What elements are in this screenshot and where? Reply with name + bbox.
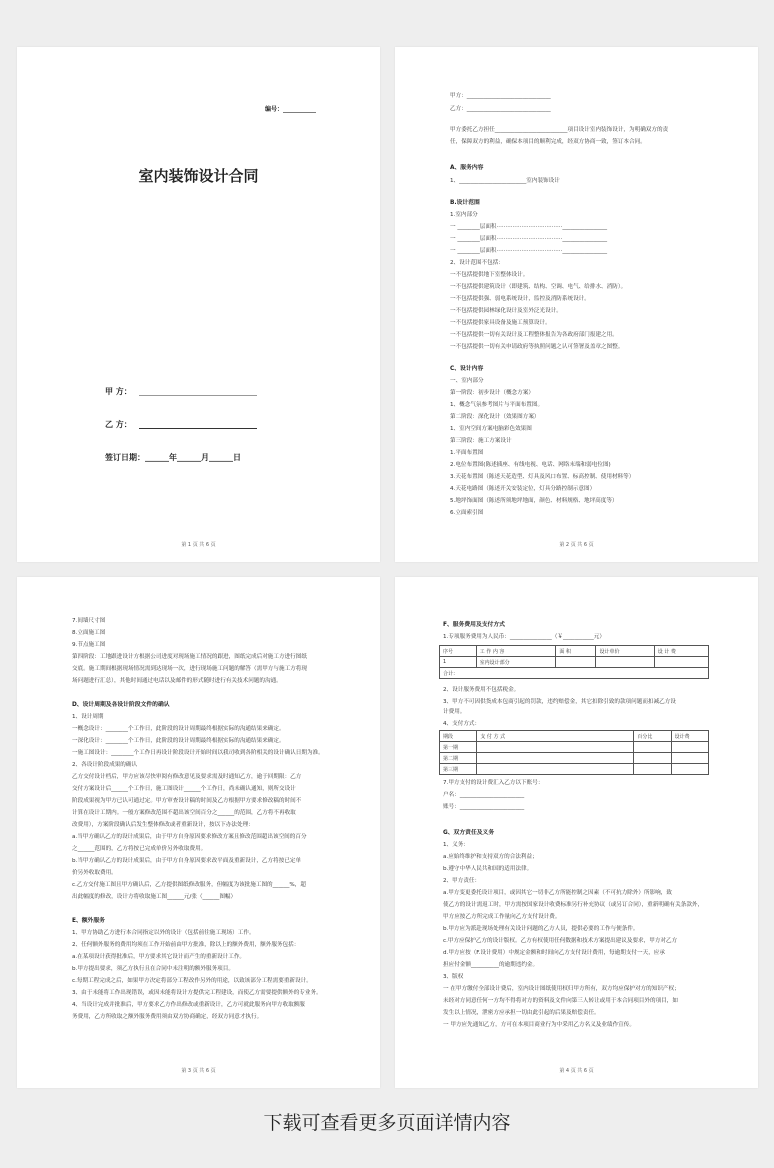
text-line: 7.间墙尺寸图 [72, 618, 106, 624]
sign-date: 签订日期：______年______月______日 [105, 453, 241, 462]
text-line: 3.天花布置图（陈述天花造型、灯具及风口布置、标高控制、使用材料等） [450, 474, 635, 480]
table-cell: 第三期 [440, 764, 477, 775]
text-line: 场问题进行汇总），其他时间通过电话以及邮件的形式随时进行有关技术问题的沟通。 [72, 678, 282, 684]
text-line: 甲方应按乙方所完成工作量向乙方支付设计费。 [443, 914, 561, 920]
text-line: 2.电位布置图(陈述插座、有线电视、电话、网络末端和弱电位图) [450, 462, 611, 468]
section-heading: E、额外服务 [72, 918, 105, 924]
fee-line: 1.专项服务费用为人民币：_______________（￥___________元） [443, 634, 605, 640]
section-heading: D、设计周期及各设计阶段文件的确认 [72, 702, 170, 708]
table-row [440, 657, 709, 668]
text-line: 一 ________层面积·····································________________ [450, 224, 608, 230]
text-line: 3、版权 [443, 974, 464, 980]
text-line: 一不包括提供建筑设计（即建筑、结构、空调、电气、给排水、消防）。 [450, 284, 627, 290]
table-row [440, 764, 709, 775]
party-a-line [139, 395, 257, 396]
text-line: 1、设计周期 [72, 714, 104, 720]
text-line: 交付方案设计后______个工作日，施工图设计______个工作日，尚未确认通知，则所交设计 [72, 786, 296, 792]
text-line: 乙方：______________________________ [450, 106, 551, 112]
table-cell: 合计： [440, 668, 709, 679]
table-cell: 1 [440, 657, 477, 668]
section-heading: C、设计内容 [450, 366, 484, 372]
text-line: 阶段成果视为甲方已认可通过定。甲方审查设计稿的时间及乙方根据甲方要求修改稿的时间不 [72, 798, 302, 804]
text-line: 第一阶段：初步设计（概念方案） [450, 390, 534, 396]
text-line: 4.天花电路图（陈述开关安装定位，灯具分路控制示意图） [450, 486, 596, 492]
text-line: 2、任何额外服务的费用均须在工作开始前由甲方批准，除以上的额外费用，额外服务包括： [72, 942, 300, 948]
page-footer: 第 4 页 共 6 页 [559, 1068, 594, 1074]
text-line: 交底。施工期间根据现场情况需到达现场一次，进行现场施工问题的解答（需甲方与施工方将现 [72, 666, 307, 672]
table-header: 工 作 内 容 [476, 646, 556, 657]
text-line: 1.平面布置图 [450, 450, 484, 456]
text-line: b.当甲方确认乙方的设计成果后，由于甲方自身原因要求改平面及重新设计，乙方将按已定单 [72, 858, 302, 864]
contract-page-1 [17, 47, 380, 562]
text-line: 之______范围的，乙方将按已完成单价另外收取费用。 [72, 846, 207, 852]
text-line: a.当甲方确认乙方的设计成果后，由于甲方自身原因要求修改方案且修改范围超出该空间的百分 [72, 834, 307, 840]
section-heading: F、服务费用及支付方式 [443, 622, 505, 628]
table-header: 设 计 费 [654, 646, 708, 657]
section-heading: G、双方责任及义务 [443, 830, 495, 836]
text-line: a.甲方变更委托设计项目，或因其它一切非乙方所能控制之因素（不可抗力除外）所影响，致 [443, 890, 672, 896]
contract-number: 编号：___________ [265, 106, 317, 113]
text-line: 一 ________层面积·····································________________ [450, 236, 608, 242]
page-footer: 第 1 页 共 6 页 [181, 542, 216, 548]
text-line: b.甲方应为派赴现场处理有关设计问题的乙方人员，提供必要的工作与便条件。 [443, 926, 639, 932]
text-line: 1、室内空间方案电脑彩色效果图 [450, 426, 532, 432]
page-footer: 第 2 页 共 6 页 [559, 542, 594, 548]
table-header: 设计费 [671, 731, 708, 742]
section-heading: A、服务内容 [450, 165, 484, 171]
text-line: c.甲方应保护乙方的设计版权。乙方有权使用任何数据和技术方案提出建议及要求，甲方对乙方 [443, 938, 678, 944]
text-line: 1、义务： [443, 842, 469, 848]
table-cell [596, 657, 654, 668]
text-line: c.每期工程完成之后，如果甲方决定将部分工程改作另外的用途，以致该部分工程需要重新设计。 [72, 978, 312, 984]
text-line: 一概念设计：________个工作日，此阶段的设计周期最终根据实际的沟通结果来确定。 [72, 726, 285, 732]
text-line: 第四阶段：工地跟进设计方根据公司进度对现场施工情况的跟进，图纸完成后对施工方进行图纸 [72, 654, 307, 660]
table-cell: 第一期 [440, 742, 477, 753]
text-line: 户名：_______________________ [443, 792, 525, 798]
text-line: 任，保障双方的利益，确保本项目的顺利完成，经双方协商一致，签订本合同。 [450, 139, 646, 145]
table-row [440, 742, 709, 753]
text-line: 计费用。 [443, 709, 466, 715]
contract-title: 室内装饰设计合同 [138, 167, 259, 185]
text-line: 乙方交付设计档后，甲方应该尽快审阅有修改意见及要求需及时通知乙方，逾于回期限：乙方 [72, 774, 302, 780]
text-line: 2、甲方责任： [443, 878, 481, 884]
text-line: 一不包括提供家具设备及施工预算设计。 [450, 320, 551, 326]
section-heading: B.设计范围 [450, 200, 480, 206]
text-line: 一 在甲方缴付全部设计费后，室内设计图纸使用权归甲方所有，双方均应保护对方的知识产权； [443, 986, 680, 992]
text-line: 8.立面施工图 [72, 630, 106, 636]
party-b-label: 乙 方： [105, 420, 132, 429]
text-line: 2、各设计阶段成果的确认 [72, 762, 138, 768]
text-line: d.甲方应按（F.设计费用）中规定金额和时间向乙方支付设计费用，每逾期支付一天，应承 [443, 950, 665, 956]
text-line: 出此幅度的修改，设计方将收取施工图______元/张（______图幅） [72, 894, 237, 900]
text-line: a.在某项设计获得批准后，甲方要求其它设计而产生的重新设计工作。 [72, 954, 246, 960]
table-header: 支 付 方 式 [477, 731, 634, 742]
table-header: 设计单价 [596, 646, 654, 657]
text-line: 第二阶段：深化设计（效果图方案） [450, 414, 540, 420]
table-total-row [440, 668, 709, 679]
text-line: 甲方：______________________________ [450, 93, 551, 99]
text-line: 7.甲方支付的设计费汇入乙方以下账号： [443, 780, 544, 786]
text-line: 一不包括提供地下室整体设计。 [450, 272, 529, 278]
party-b-line [139, 428, 257, 429]
text-line: 发生以上情况，泄密方应承担一切由此引起的后果及赔偿责任。 [443, 1010, 600, 1016]
table-cell: 室内设计部分 [476, 657, 556, 668]
party-a-label: 甲 方： [105, 387, 132, 396]
text-line: 一 甲方应先通知乙方，方可在本项目商业行为中采用乙方名义及业绩作宣传。 [443, 1022, 635, 1028]
text-line: 1、________________________室内装饰设计 [450, 178, 560, 184]
contract-page-2 [395, 47, 758, 562]
text-line: 5.地坪饰面图（陈述所须地坪地面，颜色、材料规格、地坪高度等） [450, 498, 618, 504]
text-line: 担应付金额__________的逾期违约金。 [443, 962, 539, 968]
contract-page-4 [395, 577, 758, 1088]
text-line: 3、甲方不可因供货成本包商引起的罚款，违约赔偿金，其它扣除引致的款项问题而扣减乙方设 [443, 699, 676, 705]
text-line: 2、设计服务费用不包括税金。 [443, 687, 520, 693]
text-line: b.遵守中华人民共和国的适用法律。 [443, 866, 533, 872]
text-line: 一施工图设计：________个工作日再设计阶段设计开始时间以我司收到各阶相关的设计确认日期为准。 [72, 750, 324, 756]
text-line: 1、概念气氛参考图片与平面布置图。 [450, 402, 544, 408]
fee-table [439, 645, 709, 679]
text-line: 账号：_______________________ [443, 804, 525, 810]
table-cell: 第二期 [440, 753, 477, 764]
download-caption[interactable]: 下载可查看更多页面详情内容 [263, 1112, 511, 1134]
table-header: 期段 [440, 731, 477, 742]
text-line: 1、甲方协助乙方进行本合同指定以外的设计（包括前往施工现场）工作。 [72, 930, 255, 936]
contract-page-3 [17, 577, 380, 1088]
page-footer: 第 3 页 共 6 页 [181, 1068, 216, 1074]
text-line: a.应始终维护和支持双方的合法利益； [443, 854, 538, 860]
text-line: 改费用），方案阶段确认后发生整体修改或者重新设计，按以下办法处理： [72, 822, 254, 828]
text-line: 未经对方同意任何一方均不得将对方的资料及文件向第三人转让或用于本合同项目外的项目，如 [443, 998, 678, 1004]
text-line: 3、由于未能将工作出现错误，或因未能将设计方提供完工程建设，而使乙方需要提供额外的专业务。 [72, 990, 322, 996]
text-line: 甲方委托乙方担任__________________________项目设计室内装饰设计，为明确双方的责 [450, 127, 669, 133]
text-line: 2、设计范围不包括： [450, 260, 504, 266]
text-line: 9.节点施工图 [72, 642, 106, 648]
payment-table [439, 730, 709, 775]
text-line: 一、室内部分 [450, 378, 484, 384]
text-line: 一不包括提供一切有关申请政府等执照问题之认可签署及盖章之图整。 [450, 344, 624, 350]
text-line: 价另外收取费用。 [72, 870, 117, 876]
table-cell [654, 657, 708, 668]
text-line: 1.室内部分 [450, 212, 478, 218]
text-line: 6.立面索引图 [450, 510, 484, 516]
table-header: 面 积 [556, 646, 596, 657]
text-line: 一不包括提供一切有关设计及工程整体报告为各政府部门报建之用。 [450, 332, 618, 338]
text-line: b.甲方提出要求，须乙方执行且在合同中未注明的额外服务项目。 [72, 966, 234, 972]
text-line: 一 ________层面积·····································________________ [450, 248, 608, 254]
text-line: 务费用，乙方所收取之额外服务费用须由双方协商确定，经双方同意才执行。 [72, 1014, 263, 1020]
text-line: 使乙方的设计需返工时，甲方需按国家设计收费标准另行补充协议（或另订合同），重新明确有关条款外， [443, 902, 704, 908]
text-line: 4、支付方式： [443, 721, 481, 727]
text-line: 一不包括提供强、弱电系统设计，监控及消防系统设计。 [450, 296, 590, 302]
text-line: 一深化设计：________个工作日，此阶段的设计周期最终根据实际的沟通结果来确定。 [72, 738, 285, 744]
text-line: 计算在设计工期内。一般方案修改范围不超出该空间百分之______的范围，乙方将不再收取 [72, 810, 296, 816]
table-row [440, 753, 709, 764]
table-cell [556, 657, 596, 668]
text-line: 4、当设计完成并批准后，甲方要求乙方作出修改或重新设计，乙方可就此服务向甲方收取额服 [72, 1002, 305, 1008]
table-header: 序号 [440, 646, 477, 657]
text-line: 一不包括提供园林绿化设计及室外泛光设计。 [450, 308, 562, 314]
text-line: c.乙方交付施工图且甲方确认后，乙方提供图纸修改服务，但幅度为该批施工图的______%，超 [72, 882, 306, 888]
table-header: 百分比 [634, 731, 671, 742]
text-line: 第三阶段：施工方案设计 [450, 438, 512, 444]
